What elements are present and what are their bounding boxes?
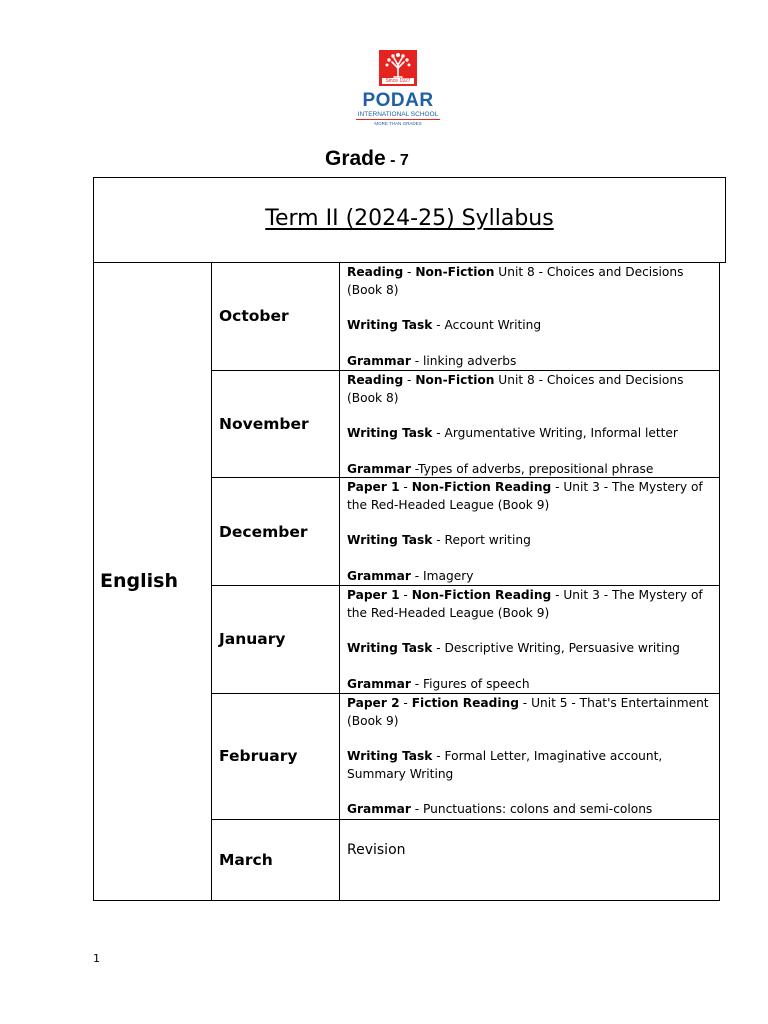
month-cell bbox=[212, 586, 340, 693]
writing-line: Writing Task - Account Writing bbox=[347, 318, 542, 333]
content-cell bbox=[340, 820, 720, 901]
writing-line: Writing Task - Report writing bbox=[347, 533, 531, 548]
month-label: January bbox=[219, 630, 286, 648]
grammar-line: Grammar -Types of adverbs, prepositional phrase bbox=[347, 461, 654, 476]
month-label: December bbox=[219, 523, 308, 541]
page-title: Term II (2024-25) Syllabus bbox=[265, 206, 554, 231]
table-row bbox=[212, 694, 720, 820]
syllabus-table bbox=[93, 262, 720, 901]
grammar-line: Grammar - Imagery bbox=[347, 568, 474, 583]
reading-line: Paper 2 - Fiction Reading - Unit 5 - That's Entertainment (Book 9) bbox=[347, 696, 709, 728]
month-label: March bbox=[219, 851, 273, 869]
subject-cell bbox=[94, 263, 212, 900]
school-logo bbox=[346, 50, 450, 128]
month-cell bbox=[212, 694, 340, 819]
month-cell bbox=[212, 478, 340, 585]
tree-icon bbox=[383, 52, 413, 78]
table-row bbox=[212, 820, 720, 901]
writing-line: Writing Task - Formal Letter, Imaginative account, Summary Writing bbox=[347, 749, 663, 781]
logo-name: PODAR bbox=[362, 90, 434, 111]
logo-emblem bbox=[379, 50, 417, 86]
page-number: 1 bbox=[93, 952, 100, 965]
month-label: October bbox=[219, 307, 289, 325]
logo-tagline: MORE THAN GRADES bbox=[374, 121, 422, 126]
grade-heading bbox=[325, 147, 409, 171]
grammar-line: Grammar - Figures of speech bbox=[347, 676, 530, 691]
subject-label: English bbox=[100, 570, 178, 592]
logo-since: Since 1927 bbox=[382, 78, 414, 84]
revision-text: Revision bbox=[347, 842, 406, 858]
writing-line: Writing Task - Argumentative Writing, Informal letter bbox=[347, 426, 678, 441]
content-cell bbox=[340, 371, 720, 477]
content-cell bbox=[340, 263, 720, 370]
logo-divider bbox=[356, 119, 440, 120]
month-cell bbox=[212, 820, 340, 901]
grade-value: - 7 bbox=[390, 152, 409, 169]
writing-line: Writing Task - Descriptive Writing, Persuasive writing bbox=[347, 641, 680, 656]
month-cell bbox=[212, 263, 340, 370]
logo-subtitle: INTERNATIONAL SCHOOL bbox=[357, 111, 439, 118]
table-row bbox=[212, 586, 720, 694]
table-row bbox=[212, 263, 720, 371]
reading-line: Reading - Non-Fiction Unit 8 - Choices and Decisions (Book 8) bbox=[347, 373, 684, 405]
reading-line: Reading - Non-Fiction Unit 8 - Choices and Decisions (Book 8) bbox=[347, 265, 684, 297]
grammar-line: Grammar - Punctuations: colons and semi-colons bbox=[347, 802, 653, 817]
content-cell bbox=[340, 478, 720, 585]
grade-label: Grade bbox=[325, 147, 386, 170]
month-label: November bbox=[219, 415, 309, 433]
month-label: February bbox=[219, 747, 298, 765]
grammar-line: Grammar - linking adverbs bbox=[347, 353, 517, 368]
table-row bbox=[212, 478, 720, 586]
month-cell bbox=[212, 371, 340, 477]
content-cell bbox=[340, 694, 720, 819]
reading-line: Paper 1 - Non-Fiction Reading - Unit 3 - The Mystery of the Red-Headed League (Book 9) bbox=[347, 588, 703, 620]
reading-line: Paper 1 - Non-Fiction Reading - Unit 3 - The Mystery of the Red-Headed League (Book 9) bbox=[347, 480, 703, 512]
title-box bbox=[93, 177, 726, 263]
content-cell bbox=[340, 586, 720, 693]
table-row bbox=[212, 371, 720, 478]
